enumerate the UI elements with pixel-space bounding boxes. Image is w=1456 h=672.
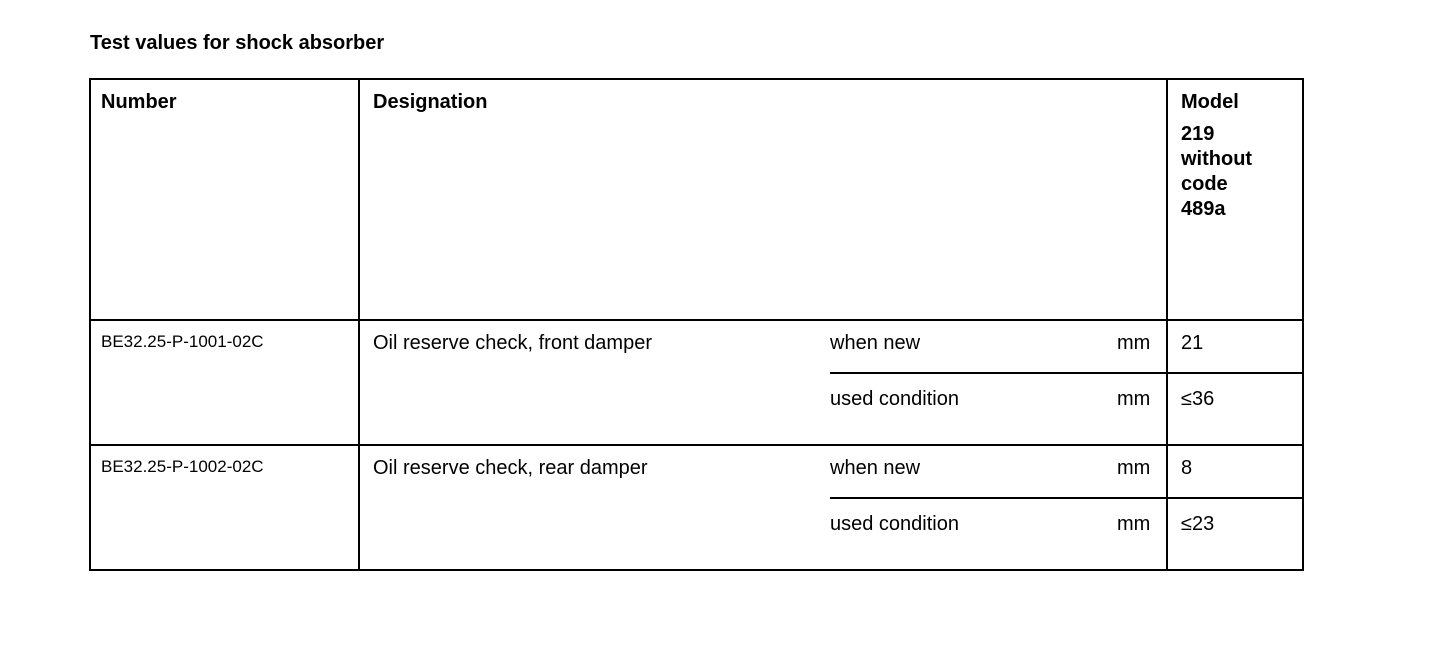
header-number: Number — [101, 91, 177, 113]
condition-value: 21 — [1181, 332, 1204, 354]
model-value-line: 489a — [1181, 198, 1226, 220]
condition-unit: mm — [1117, 513, 1151, 535]
model-value-line: code — [1181, 173, 1228, 195]
condition-unit: mm — [1117, 457, 1151, 479]
header-model-value — [1181, 122, 1281, 222]
model-value-line: 219 — [1181, 123, 1215, 145]
table-border-bottom — [89, 569, 1304, 571]
document-title: Test values for shock absorber — [90, 32, 385, 54]
condition-value: 8 — [1181, 457, 1193, 479]
row-number: BE32.25-P-1001-02C — [101, 332, 264, 351]
condition-value: ≤23 — [1181, 513, 1215, 535]
condition-unit: mm — [1117, 388, 1151, 410]
row-designation: Oil reserve check, front damper — [373, 332, 652, 354]
table-border-left — [89, 78, 91, 571]
row-designation: Oil reserve check, rear damper — [373, 457, 648, 479]
header-designation: Designation — [373, 91, 488, 113]
condition-label: used condition — [830, 513, 959, 535]
condition-value: ≤36 — [1181, 388, 1215, 410]
row-divider — [89, 444, 1304, 446]
condition-label: used condition — [830, 388, 959, 410]
column-divider-number — [358, 78, 360, 571]
row-number: BE32.25-P-1002-02C — [101, 457, 264, 476]
model-value-line: without — [1181, 148, 1253, 170]
condition-label: when new — [830, 457, 921, 479]
condition-unit: mm — [1117, 332, 1151, 354]
subrow-divider-2 — [830, 497, 1304, 499]
header-model: Model — [1181, 91, 1239, 113]
table-border-top — [89, 78, 1304, 80]
header-divider — [89, 319, 1304, 321]
condition-label: when new — [830, 332, 921, 354]
subrow-divider-1 — [830, 372, 1304, 374]
test-values-table — [89, 78, 1304, 571]
